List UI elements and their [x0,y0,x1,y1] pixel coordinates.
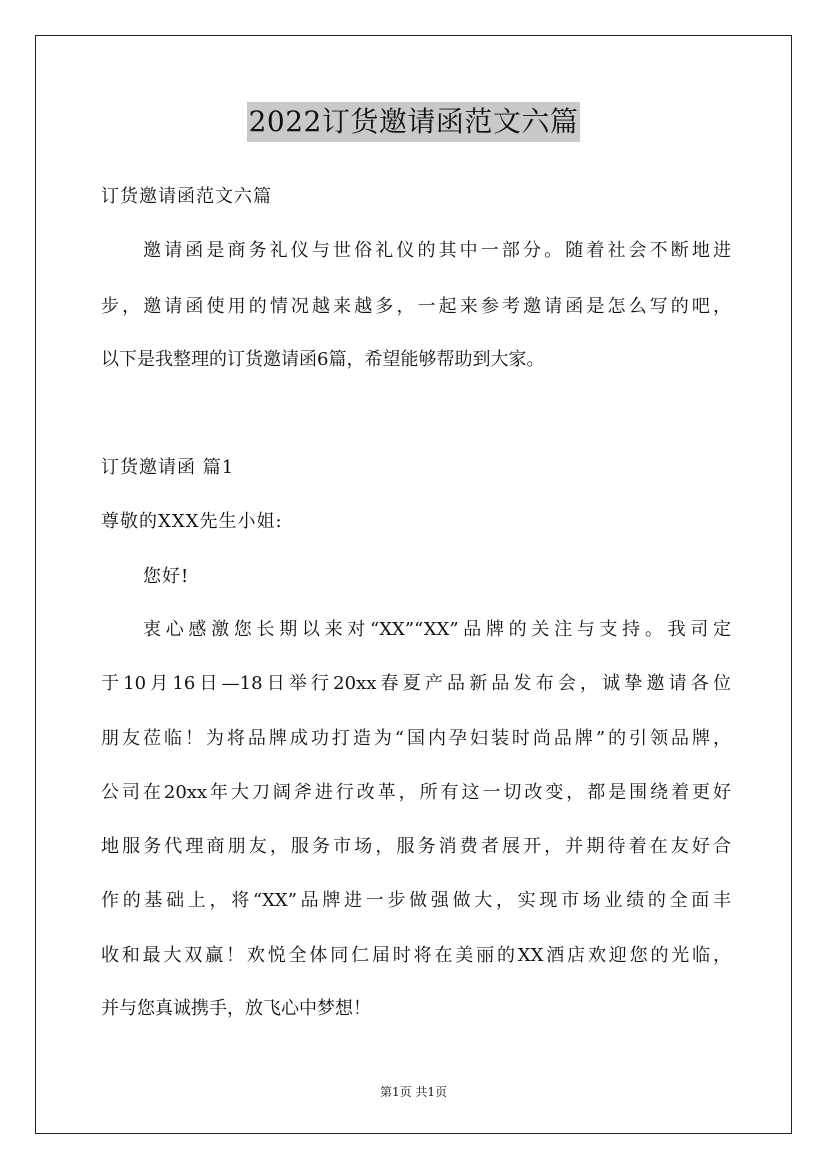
intro-line-1: 邀请函是商务礼仪与世俗礼仪的其中一部分。随着社会不断地进 [143,240,731,261]
body-line-2: 于10月16日—18日举行20xx春夏产品新品发布会，诚挚邀请各位 [101,673,731,694]
section-heading: 订货邀请函 篇1 [101,457,235,478]
title-container [0,102,827,142]
intro-line-3: 以下是我整理的订货邀请函6篇，希望能够帮助到大家。 [101,349,545,370]
intro-line-2: 步，邀请函使用的情况越来越多，一起来参考邀请函是怎么写的吧， [101,296,731,317]
body-line-1: 衷心感激您长期以来对“XX”“XX”品牌的关注与支持。我司定 [143,619,731,640]
body-line-6: 作的基础上，将“XX”品牌进一步做强做大，实现市场业绩的全面丰 [101,890,731,911]
body-line-7: 收和最大双赢！欢悦全体同仁届时将在美丽的XX酒店欢迎您的光临， [101,945,731,966]
body-line-8: 并与您真诚携手，放飞心中梦想！ [101,998,371,1019]
greeting: 您好! [143,566,190,587]
page-footer: 第1页 共1页 [379,1085,448,1099]
body-line-3: 朋友莅临！为将品牌成功打造为“国内孕妇装时尚品牌”的引领品牌， [101,728,731,749]
document-title: 2022订货邀请函范文六篇 [247,102,581,142]
salutation: 尊敬的XXX先生小姐: [101,511,283,532]
body-line-5: 地服务代理商朋友，服务市场，服务消费者展开，并期待着在友好合 [101,836,731,857]
body-line-4: 公司在20xx年大刀阔斧进行改革，所有这一切改变，都是围绕着更好 [101,782,731,803]
document-subtitle: 订货邀请函范文六篇 [101,186,272,207]
